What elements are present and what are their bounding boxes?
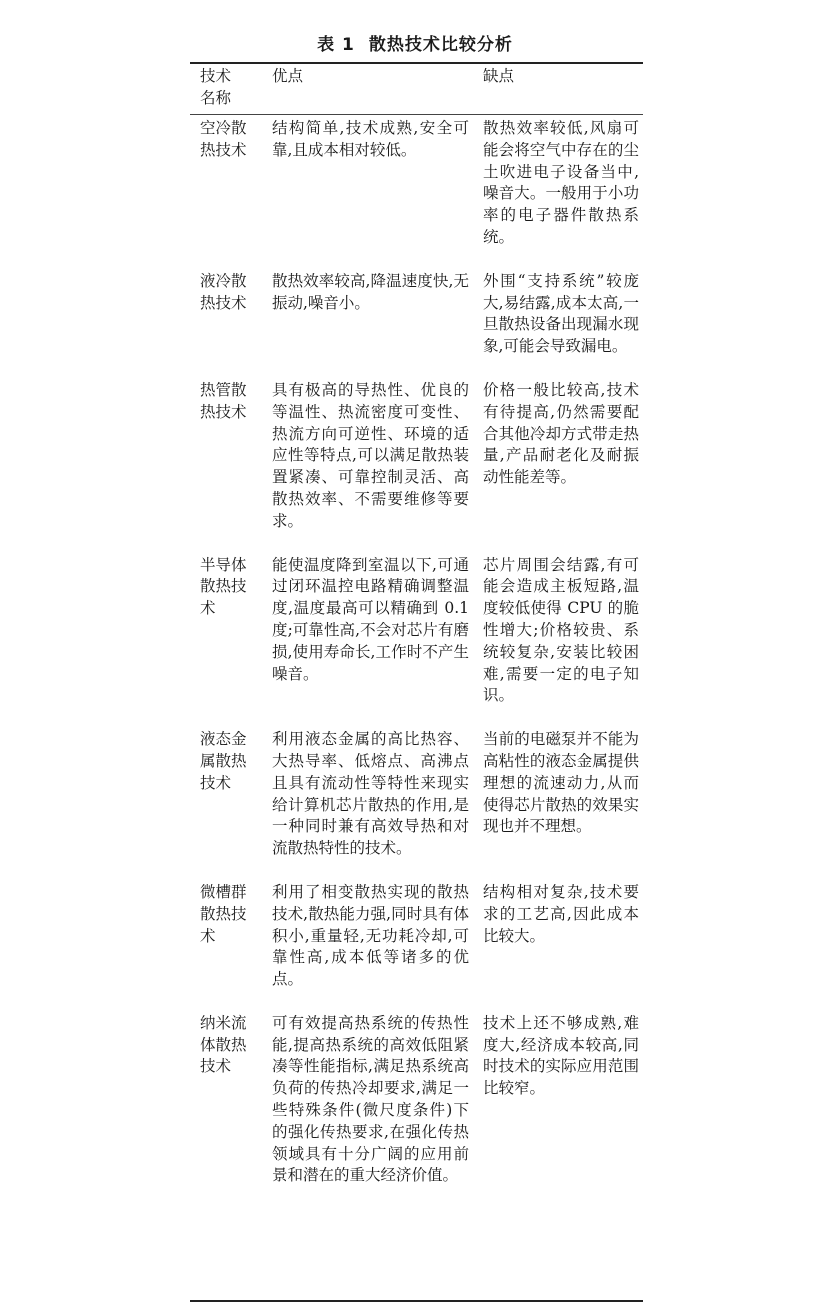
header-name-line1: 技术 [200, 67, 232, 85]
header-pros: 优点 [272, 67, 304, 85]
comparison-table [190, 66, 643, 1185]
row-pros: 散热效率较高,降温速度快,无振动,噪音小。 [272, 271, 469, 312]
row-pros: 结构简单,技术成熟,安全可靠,且成本相对较低。 [272, 119, 469, 159]
row-name: 纳米流体散热技术 [200, 1013, 247, 1076]
header-cons: 缺点 [483, 67, 515, 85]
table-row [190, 118, 643, 249]
header-name [190, 66, 266, 110]
row-cons: 散热效率较低,风扇可能会将空气中存在的尘土吹进电子设备当中,噪音大。一般用于小功率的电子器件散热系统。 [483, 119, 639, 246]
table-number: 表 1 [317, 35, 355, 55]
table-caption [0, 30, 830, 55]
row-name: 半导体散热技术 [200, 555, 247, 618]
table-row [190, 271, 643, 358]
row-pros: 具有极高的导热性、优良的等温性、热流密度可变性、热流方向可逆性、环境的适应性等特点,可以满足散热装置紧凑、可靠控制灵活、高散热效率、不需要维修等要求。 [272, 380, 469, 530]
row-name: 微槽群散热技术 [200, 882, 247, 945]
row-name: 液态金属散热技术 [200, 730, 247, 792]
table-title: 散热技术比较分析 [368, 35, 513, 55]
row-cons: 价格一般比较高,技术有待提高,仍然需要配合其他冷却方式带走热量,产品耐老化及耐振动性能差等。 [483, 380, 639, 487]
row-name: 热管散热技术 [200, 380, 247, 421]
table-row [190, 555, 643, 708]
header-rule [190, 114, 643, 115]
table-header-row [190, 66, 643, 114]
table-row [190, 380, 643, 533]
row-cons: 外围“支持系统”较庞大,易结露,成本太高,一旦散热设备出现漏水现象,可能会导致漏电。 [483, 271, 639, 356]
row-pros: 利用了相变散热实现的散热技术,散热能力强,同时具有体积小,重量轻,无功耗冷却,可靠性高,成本低等诸多的优点。 [272, 882, 469, 989]
row-cons: 结构相对复杂,技术要求的工艺高,因此成本比较大。 [483, 882, 639, 945]
row-cons: 技术上还不够成熟,难度大,经济成本较高,同时技术的实际应用范围比较窄。 [483, 1013, 639, 1098]
table-row [190, 729, 643, 860]
row-cons: 芯片周围会结露,有可能会造成主板短路,温度较低使得 CPU 的脆性增大;价格较贵、系统较复杂,安装比较困难,需要一定的电子知识。 [483, 555, 639, 705]
row-pros: 利用液态金属的高比热容、大热导率、低熔点、高沸点且具有流动性等特性来现实给计算机芯片散热的作用,是一种同时兼有高效导热和对流散热特性的技术。 [272, 730, 469, 858]
header-name-line2: 名称 [200, 88, 232, 107]
row-pros: 可有效提高热系统的传热性能,提高热系统的高效低阻紧凑等性能指标,满足热系统高负荷的传热冷却要求,满足一些特殊条件(微尺度条件)下的强化传热要求,在强化传热领域具有十分广阔的应用前景和潜在的重大经济价值。 [272, 1013, 469, 1185]
row-name: 空冷散热技术 [200, 119, 247, 159]
row-pros: 能使温度降到室温以下,可通过闭环温控电路精确调整温度,温度最高可以精确到 0.1 度;可靠性高,不会对芯片有磨损,使用寿命长,工作时不产生噪音。 [272, 555, 469, 683]
table-row [190, 1013, 643, 1187]
table-body [190, 118, 643, 1209]
row-name: 液冷散热技术 [200, 271, 247, 312]
row-cons: 当前的电磁泵并不能为高粘性的液态金属提供理想的流速动力,从而使得芯片散热的效果实现也并不理想。 [483, 730, 639, 836]
bottom-rule [190, 1300, 643, 1302]
table-row [190, 882, 643, 991]
top-rule [190, 62, 643, 64]
